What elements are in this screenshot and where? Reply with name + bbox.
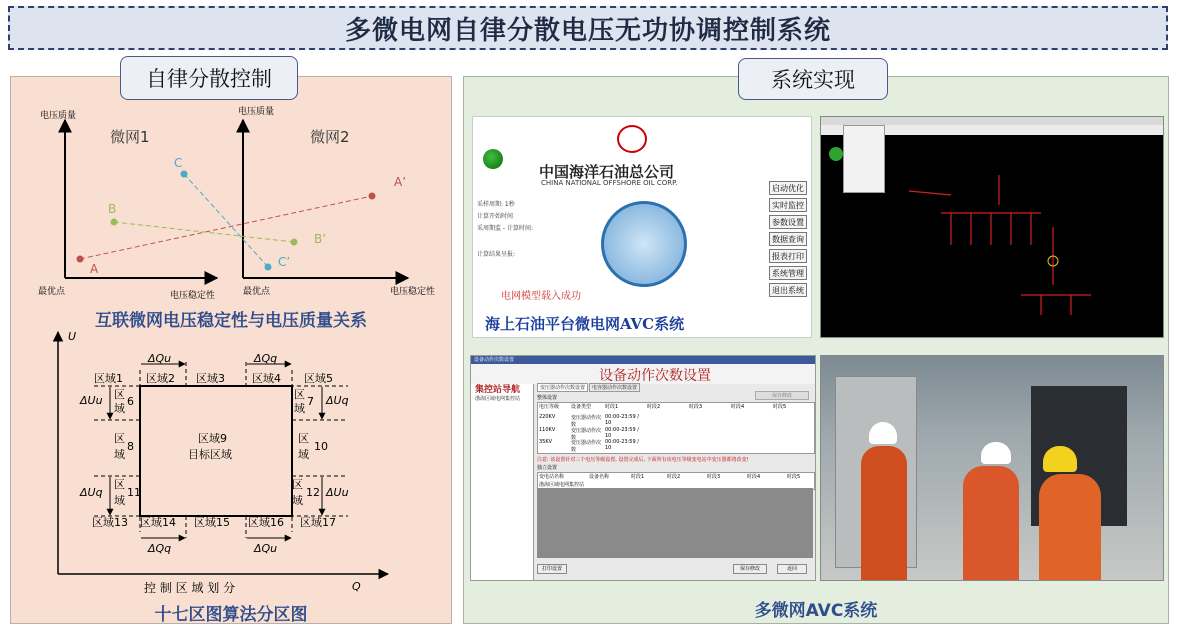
- onsite-photo: [820, 355, 1164, 581]
- row2-p1[interactable]: 00:00-23:59 / 10: [605, 427, 639, 439]
- row2-device: 变压器动作次数: [571, 428, 602, 441]
- caption-zone-diagram: 十七区图算法分区图: [154, 605, 308, 625]
- label-A: A: [90, 262, 99, 276]
- region-11a: 区: [114, 478, 125, 491]
- device-window-titlebar: 设备动作次数设置: [471, 356, 815, 364]
- single-line-diagram: [821, 135, 1163, 337]
- seventeen-zone-diagram: [10, 326, 450, 602]
- label-C: C: [174, 156, 183, 170]
- region-4: 区域4: [252, 372, 281, 385]
- chart1-xlabel: 电压稳定性: [170, 291, 216, 301]
- report-print-button[interactable]: 报表打印: [769, 249, 807, 263]
- region-10a: 区: [298, 432, 309, 445]
- dim-dQu-bottom: ΔQu: [254, 542, 278, 555]
- zone-u-label: U: [68, 330, 77, 343]
- chart1-ylabel: 电压质量: [40, 111, 77, 121]
- col-device: 设备类型: [571, 404, 592, 410]
- device-heading: 设备动作次数设置: [599, 368, 711, 384]
- region-6a: 区: [114, 388, 125, 401]
- photo-worker-1: [861, 446, 907, 580]
- row2-voltage: 110KV: [539, 427, 556, 433]
- dim-dQq-top: ΔQq: [254, 352, 278, 365]
- device-settings-screenshot: [470, 355, 816, 581]
- start-optimize-button[interactable]: 启动优化: [769, 181, 807, 195]
- photo-helmet-white-1: [869, 422, 897, 444]
- region-12a: 区: [292, 478, 303, 491]
- info-sampling: 采样周期: 1秒: [477, 201, 515, 208]
- region-6b: 域: [114, 402, 125, 415]
- section-overall: 整体设置: [537, 395, 558, 401]
- region-9: 区域9: [198, 432, 227, 445]
- tag-system-implementation: [738, 58, 888, 100]
- dim-dQu-top: ΔQu: [148, 352, 172, 365]
- save-bottom-button[interactable]: 保存修改: [733, 564, 767, 574]
- info-period: 采周期监 - 计算时间:: [477, 225, 534, 232]
- avc-main-screenshot: [472, 116, 812, 338]
- row1-device: 变压器动作次数: [571, 415, 602, 428]
- region-10c: 10: [314, 440, 328, 453]
- param-settings-button[interactable]: 参数设置: [769, 215, 807, 229]
- region-2: 区域2: [146, 372, 175, 385]
- region-16: 区域16: [248, 516, 284, 529]
- region-6c: 6: [127, 395, 134, 408]
- page-title: 多微电网自律分散电压无功协调控制系统: [344, 15, 831, 46]
- label-B-prime: B’: [314, 232, 327, 246]
- realtime-monitor-button[interactable]: 实时监控: [769, 198, 807, 212]
- row1-p1[interactable]: 00:00-23:59 / 10: [605, 414, 639, 426]
- zone-axis-title: 控 制 区 域 划 分: [144, 581, 236, 595]
- region-12b: 域: [292, 494, 303, 507]
- info-start: 计算开始时间: [477, 213, 514, 220]
- point-C: [181, 171, 188, 178]
- col-p1: 时段1: [605, 404, 619, 410]
- region-13: 区域13: [92, 516, 128, 529]
- point-B-prime: [291, 239, 298, 246]
- region-1: 区域1: [94, 372, 123, 385]
- tab-capacitor[interactable]: 电容器动作次数设置: [589, 383, 640, 392]
- region-14: 区域14: [140, 516, 176, 529]
- dim-dUu-left: ΔUu: [80, 394, 103, 407]
- chart2-title: 微网2: [310, 128, 350, 146]
- save-top-button[interactable]: 保存修改: [755, 391, 809, 400]
- photo-worker-3: [1039, 474, 1101, 580]
- chart2-origin: 最优点: [243, 287, 271, 297]
- system-manage-button[interactable]: 系统管理: [769, 266, 807, 280]
- region-7c: 7: [307, 395, 314, 408]
- tag-autonomous-control: [120, 56, 298, 100]
- row3-voltage: 35KV: [539, 439, 553, 445]
- line-B: [114, 222, 294, 242]
- col-p3: 时段3: [689, 404, 703, 410]
- chart1-title: 微网1: [110, 128, 150, 146]
- nav-title: 集控站导航: [475, 385, 521, 395]
- region-15: 区域15: [194, 516, 230, 529]
- nav-panel: [471, 384, 534, 580]
- zone-q-label: Q: [352, 580, 361, 593]
- row-station[interactable]: 渤海区域电网集控站: [539, 482, 585, 488]
- chart1-origin: 最优点: [38, 287, 66, 297]
- monitor-screenshot: [820, 116, 1164, 338]
- row3-device: 变压器动作次数: [571, 440, 602, 453]
- region-12c: 12: [306, 486, 320, 499]
- point-A: [77, 256, 84, 263]
- col-p4: 时段4: [731, 404, 745, 410]
- region-8b: 域: [114, 448, 125, 461]
- photo-worker-2: [963, 466, 1019, 580]
- university-logo-icon: [601, 201, 687, 287]
- photo-helmet-yellow: [1043, 446, 1077, 472]
- stability-quality-diagram: [10, 98, 450, 330]
- dim-dUu-right: ΔUu: [326, 486, 349, 499]
- print-settings-button[interactable]: 打印设置: [537, 564, 567, 574]
- col2-p3: 时段3: [707, 474, 721, 480]
- region-10b: 域: [298, 448, 309, 461]
- back-button[interactable]: 返回: [777, 564, 807, 574]
- region-9-target: 目标区域: [188, 448, 232, 461]
- chart2-ylabel: 电压质量: [238, 107, 275, 117]
- status-light-icon: [483, 149, 503, 169]
- dim-dUq-right: ΔUq: [326, 394, 349, 407]
- region-11b: 域: [114, 494, 125, 507]
- photo-helmet-white-2: [981, 442, 1011, 464]
- caption-relationship: 互联微网电压稳定性与电压质量关系: [95, 311, 367, 331]
- tab-transformer[interactable]: 变压器动作次数设置: [537, 383, 588, 392]
- point-C-prime: [265, 264, 272, 271]
- region-11c: 11: [127, 486, 141, 499]
- tag-system-implementation-label: 系统实现: [771, 68, 855, 92]
- exit-system-button[interactable]: 退出系统: [769, 283, 807, 297]
- monitor-menubar: [821, 117, 1163, 125]
- nav-item-station[interactable]: 渤海区域电网集控站: [475, 396, 521, 402]
- line-C: [184, 174, 268, 267]
- point-B: [111, 219, 118, 226]
- col-voltage: 电压等级: [539, 404, 560, 410]
- cnooc-logo-icon: [617, 125, 647, 153]
- region-8a: 区: [114, 432, 125, 445]
- col2-station: 变电站名称: [539, 474, 565, 480]
- dim-dUq-left: ΔUq: [80, 486, 103, 499]
- region-3: 区域3: [196, 372, 225, 385]
- info-result: 计算结果呈报:: [477, 251, 516, 258]
- row3-p1[interactable]: 00:00-23:59 / 10: [605, 439, 639, 451]
- load-status: 电网模型载入成功: [501, 291, 581, 302]
- region-8c: 8: [127, 440, 134, 453]
- company-name-cn: 中国海洋石油总公司: [539, 163, 675, 181]
- company-name-en: CHINA NATIONAL OFFSHORE OIL CORP.: [541, 179, 678, 187]
- page-title-bar: [8, 6, 1168, 50]
- avc-system-name: 海上石油平台微电网AVC系统: [485, 315, 685, 333]
- col2-p5: 时段5: [787, 474, 801, 480]
- region-7a: 区: [294, 388, 305, 401]
- label-B: B: [108, 202, 117, 216]
- data-query-button[interactable]: 数据查询: [769, 232, 807, 246]
- label-C-prime: C’: [278, 255, 291, 269]
- label-A-prime: A’: [394, 175, 407, 189]
- col2-p1: 时段1: [631, 474, 645, 480]
- dim-dQq-bottom: ΔQq: [148, 542, 172, 555]
- caption-avc-system: 多微网AVC系统: [754, 601, 878, 621]
- col-p5: 时段5: [773, 404, 787, 410]
- col2-p4: 时段4: [747, 474, 761, 480]
- region-17: 区域17: [300, 516, 336, 529]
- chart2-xlabel: 电压稳定性: [390, 287, 436, 297]
- region-7b: 域: [294, 402, 305, 415]
- individual-table-body: [537, 488, 813, 558]
- col-p2: 时段2: [647, 404, 661, 410]
- point-A-prime: [369, 193, 376, 200]
- warning-text: 注意: 该设置针对三个电压等级设置, 设置完成后, 下面所有该电压等级变电站中变压器都将改变!: [537, 457, 749, 463]
- region-5: 区域5: [304, 372, 333, 385]
- row1-voltage: 220KV: [539, 414, 556, 420]
- line-A: [80, 196, 372, 259]
- tag-autonomous-control-label: 自律分散控制: [146, 67, 272, 91]
- section-individual: 独立设置: [537, 465, 558, 471]
- col2-p2: 时段2: [667, 474, 681, 480]
- col2-device: 设备名称: [589, 474, 610, 480]
